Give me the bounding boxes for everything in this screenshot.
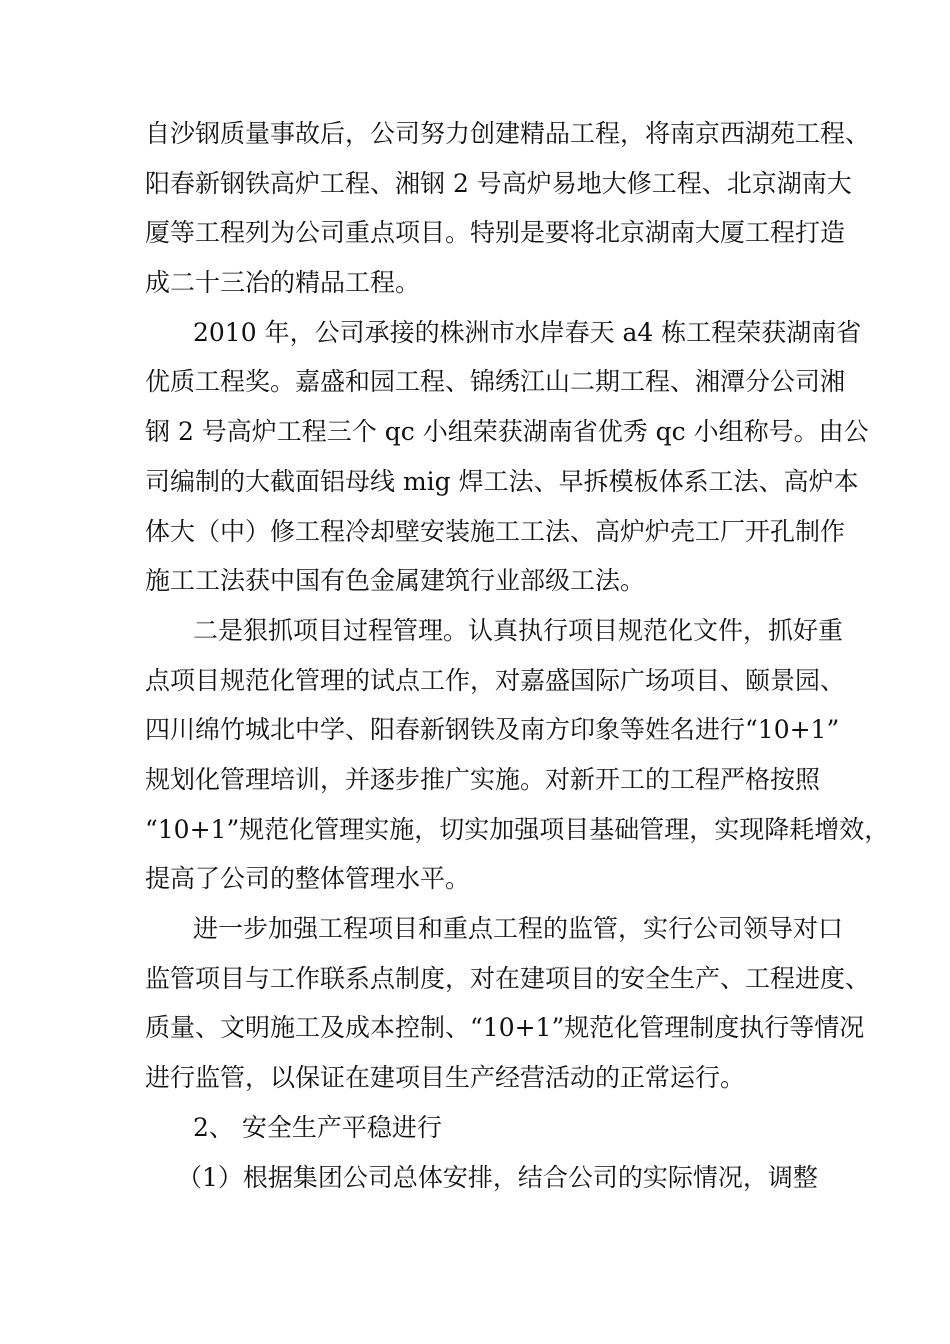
text-line: 厦等工程列为公司重点项目。特别是要将北京湖南大厦工程打造 (145, 218, 846, 247)
paragraph-first-line: （1）根据集团公司总体安排，结合公司的实际情况，调整 (177, 1163, 818, 1192)
text-line: 成二十三冶的精品工程。 (145, 268, 421, 297)
text-line: 司编制的大截面铝母线 mig 焊工法、早拆模板体系工法、高炉本 (145, 467, 859, 496)
text-line: 监管项目与工作联系点制度，对在建项目的安全生产、工程进度、 (145, 964, 871, 993)
text-line: 体大（中）修工程冷却壁安装施工工法、高炉炉壳工厂开孔制作 (145, 517, 846, 546)
section-heading: 2、 安全生产平稳进行 (193, 1113, 442, 1142)
paragraph-first-line: 2010 年，公司承接的株洲市水岸春天 a4 栋工程荣获湖南省 (193, 318, 862, 347)
text-line: 优质工程奖。嘉盛和园工程、锦绣江山二期工程、湘潭分公司湘 (145, 367, 846, 396)
text-line: 进行监管，以保证在建项目生产经营活动的正常运行。 (145, 1063, 746, 1092)
text-line: “10+1”规范化管理实施，切实加强项目基础管理，实现降耗增效， (145, 815, 890, 844)
text-line: 钢 2 号高炉工程三个 qc 小组荣获湖南省优秀 qc 小组称号。由公 (145, 417, 869, 446)
text-line: 自沙钢质量事故后，公司努力创建精品工程，将南京西湖苑工程、 (145, 119, 871, 148)
text-line: 施工工法获中国有色金属建筑行业部级工法。 (145, 566, 646, 595)
text-line: 质量、文明施工及成本控制、“10+1”规范化管理制度执行等情况 (145, 1013, 865, 1042)
text-line: 规划化管理培训，并逐步推广实施。对新开工的工程严格按照 (145, 765, 821, 794)
text-line: 阳春新钢铁高炉工程、湘钢 2 号高炉易地大修工程、北京湖南大 (145, 169, 852, 198)
paragraph-first-line: 二是狠抓项目过程管理。认真执行项目规范化文件，抓好重 (193, 616, 844, 645)
text-line: 点项目规范化管理的试点工作，对嘉盛国际广场项目、颐景园、 (145, 666, 846, 695)
text-line: 四川绵竹城北中学、阳春新钢铁及南方印象等姓名进行“10+1” (145, 715, 840, 744)
text-line: 提高了公司的整体管理水平。 (145, 864, 471, 893)
paragraph-first-line: 进一步加强工程项目和重点工程的监管，实行公司领导对口 (193, 914, 844, 943)
